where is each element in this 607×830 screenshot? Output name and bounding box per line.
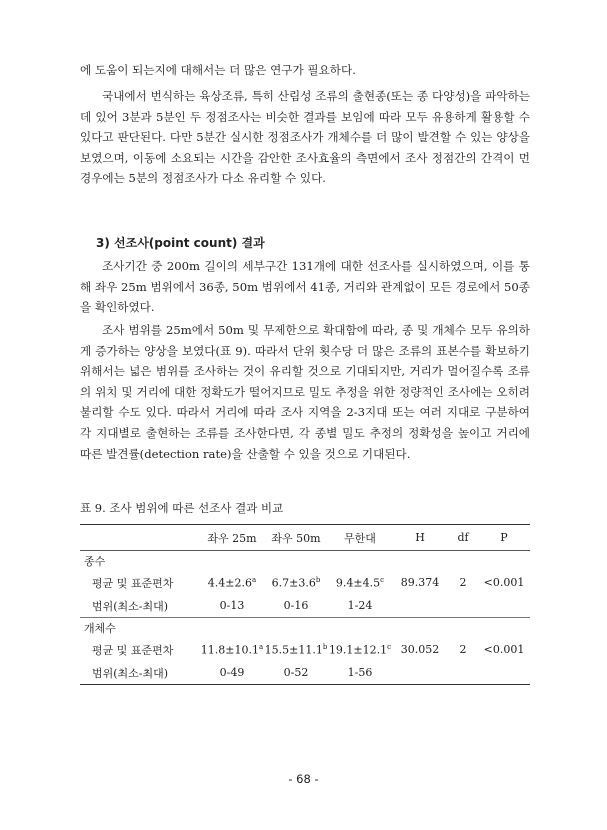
cell-50m: 0-52 [264, 661, 328, 685]
cell-50m: 15.5±11.1$^b$ [264, 642, 328, 657]
header-h: H [392, 525, 448, 551]
cell-25m: 4.4±2.6$^a$ [207, 575, 257, 590]
paragraph-survey-range: 조사 범위를 25m에서 50m 및 무제한으로 확대함에 따라, 종 및 개체수 모두 유의하게 증가하는 양상을 보였다(표 9). 따라서 단위 횟수당 더 많은 조류의 표본수를 확보하기 위해서는 넓은 범위를 조사하는 것이 유리할 것으로 기대되지만, 거리가 멀어질수록 조류의 위치 및 거리에 대한 정확도가 떨어지므로 밀도 추정을 위한 정량적인 조사에는 오히려 불리할 수도 있다. 따라서 거리에 따라 조사 지역을 2-3지대 또는 여러 지대로 구분하여 각 지대별로 출현하는 조류를 조사한다면, 각 종별 밀도 추정의 정확성을 높이고 거리에 따른 발견률(detection rate)을 산출할 수 있을 것으로 기대된다. [80, 323, 530, 461]
row-label: 범위(최소-최대) [80, 661, 200, 685]
group-label: 종수 [84, 555, 106, 568]
table-header-row [80, 525, 530, 551]
table-row [80, 571, 530, 594]
paragraph-continuation: 에 도움이 되는지에 대해서는 더 많은 연구가 필요하다. [80, 63, 356, 77]
table-row [80, 594, 530, 618]
header-p: P [478, 525, 530, 551]
cell-h: 89.374 [400, 576, 440, 589]
header-df: df [448, 525, 478, 551]
cell-unlimited: 19.1±12.1$^c$ [328, 642, 392, 657]
paragraph-point-survey: 국내에서 번식하는 육상조류, 특히 산림성 조류의 출현종(또는 종 다양성)을 파악하는 데 있어 3분과 5분인 두 정점조사는 비슷한 결과를 보임에 따라 모두 유용하게 활용할 수 있다고 판단된다. 다만 5분간 실시한 정점조사가 개체수를 더 많이 발견할 수 있는 양상을 보였으며, 이동에 소요되는 시간을 감안한 조사효율의 측면에서 조사 정점간의 간격이 먼 경우에는 5분의 정점조사가 다소 유리할 수 있다. [80, 89, 530, 186]
table-row [80, 661, 530, 685]
group-row-individuals [80, 618, 530, 639]
row-label: 범위(최소-최대) [92, 599, 169, 613]
row-label: 평균 및 표준편차 [92, 643, 174, 657]
paragraph-line-survey-results: 조사기간 중 200m 길이의 세부구간 131개에 대한 선조사를 실시하였으며, 이를 통해 좌우 25m 범위에서 36종, 50m 범위에서 41종, 거리와 관계없이 모든 경로에서 50종을 확인하였다. [80, 259, 530, 315]
section-heading: 3) 선조사(point count) 결과 [96, 236, 265, 250]
table-caption: 표 9. 조사 범위에 따른 선조사 결과 비교 [80, 501, 284, 515]
cell-df: 2 [459, 643, 467, 656]
group-row-species [80, 551, 530, 572]
table-row [80, 638, 530, 661]
cell-50m: 6.7±3.6$^b$ [271, 575, 321, 590]
row-label: 평균 및 표준편차 [92, 576, 174, 590]
cell-df: 2 [459, 576, 467, 589]
results-table [80, 524, 530, 685]
cell-p: <0.001 [483, 576, 525, 589]
cell-50m: 0-16 [283, 599, 309, 612]
cell-25m: 0-49 [200, 661, 264, 685]
header-25m: 좌우 25m [200, 525, 264, 551]
header-unlimited: 무한대 [328, 525, 392, 551]
cell-p: <0.001 [483, 643, 525, 656]
cell-25m: 0-13 [219, 599, 245, 612]
cell-unlimited: 1-56 [328, 661, 392, 685]
page-number: - 68 - [288, 772, 319, 786]
header-50m: 좌우 50m [264, 525, 328, 551]
header-empty [80, 525, 200, 551]
cell-h: 30.052 [400, 643, 440, 656]
cell-25m: 11.8±10.1$^a$ [200, 642, 264, 657]
cell-unlimited: 1-24 [347, 599, 373, 612]
cell-unlimited: 9.4±4.5$^c$ [335, 575, 385, 590]
group-label: 개체수 [80, 618, 530, 639]
